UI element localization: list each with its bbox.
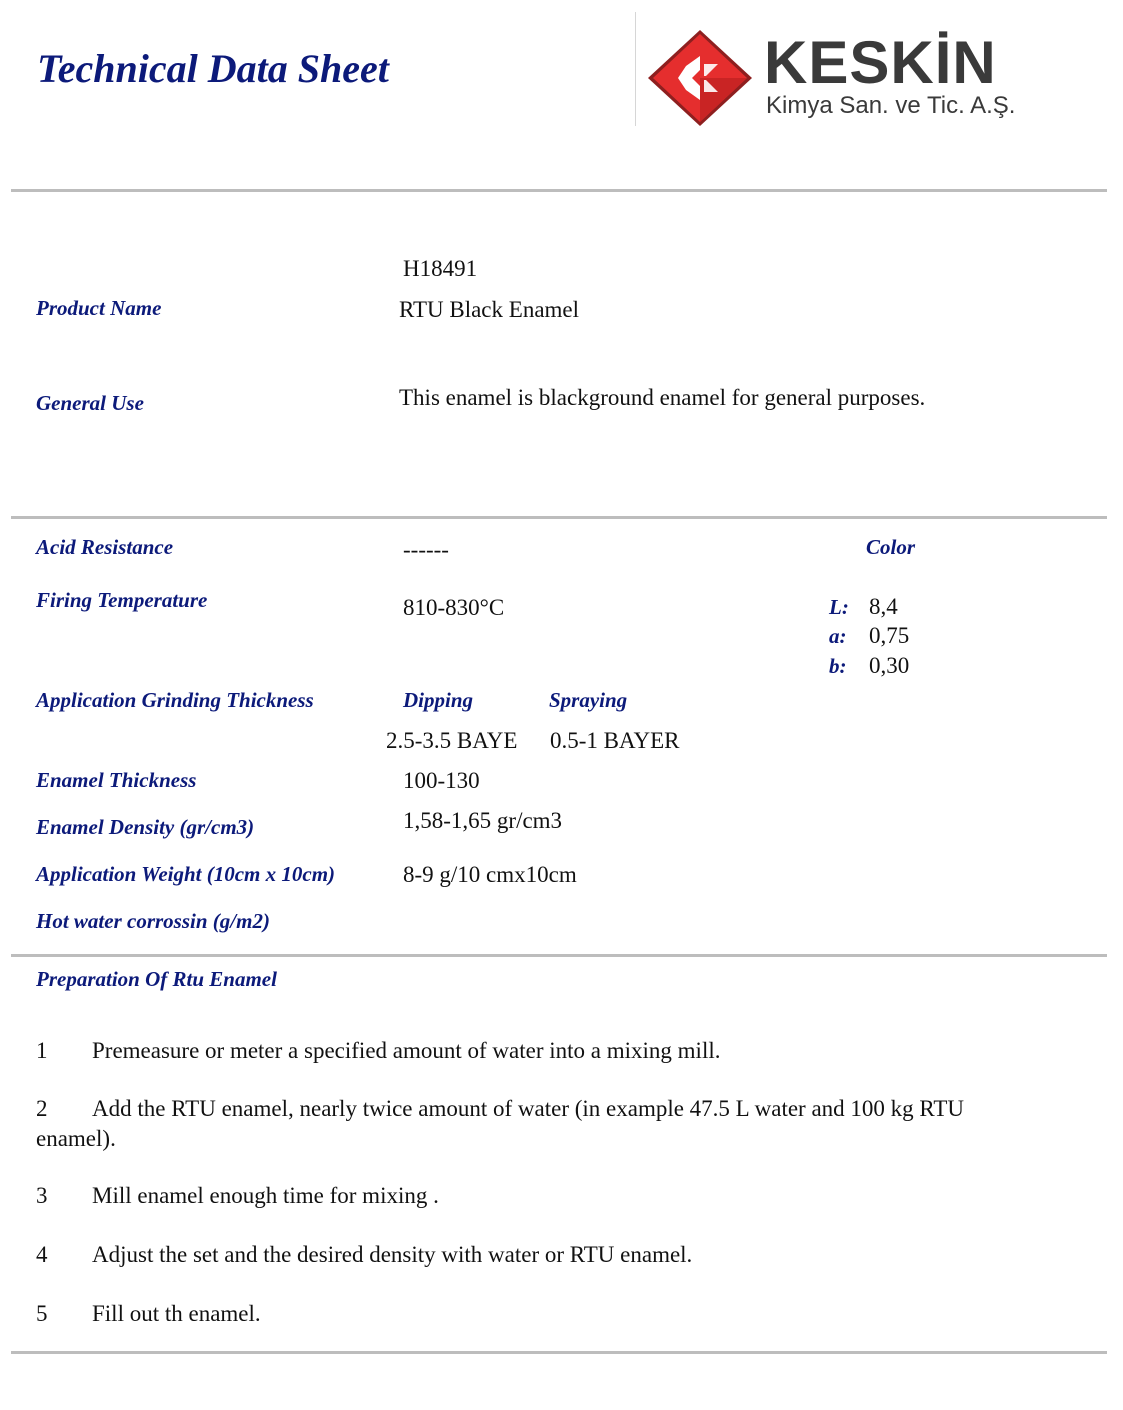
product-code: H18491 bbox=[403, 256, 478, 281]
hot-water-corrosion-label: Hot water corrossin (g/m2) bbox=[36, 909, 270, 933]
keskin-logo-mark bbox=[644, 26, 756, 130]
step-text: Mill enamel enough time for mixing . bbox=[92, 1183, 439, 1208]
step-number: 1 bbox=[36, 1038, 48, 1063]
step-text: Fill out th enamel. bbox=[92, 1301, 261, 1326]
step-number: 4 bbox=[36, 1242, 48, 1267]
divider-bottom bbox=[11, 1351, 1107, 1354]
product-name-value: RTU Black Enamel bbox=[399, 297, 580, 322]
acid-resistance-label: Acid Resistance bbox=[36, 535, 174, 559]
acid-resistance-value: ------ bbox=[403, 537, 449, 562]
logo-company-subtitle: Kimya San. ve Tic. A.Ş. bbox=[766, 92, 1016, 119]
step-number: 5 bbox=[36, 1301, 48, 1326]
color-a-label: a: bbox=[829, 624, 847, 648]
color-a-value: 0,75 bbox=[869, 623, 910, 648]
color-b-value: 0,30 bbox=[869, 653, 910, 678]
document-title: Technical Data Sheet bbox=[37, 46, 389, 91]
step-number: 3 bbox=[36, 1183, 48, 1208]
color-l-value: 8,4 bbox=[869, 594, 898, 619]
spraying-label: Spraying bbox=[549, 688, 628, 712]
color-heading: Color bbox=[866, 535, 916, 559]
dipping-label: Dipping bbox=[403, 688, 474, 712]
logo-company-name: KESKİN bbox=[764, 29, 997, 96]
application-weight-value: 8-9 g/10 cmx10cm bbox=[403, 862, 577, 887]
enamel-density-value: 1,58-1,65 gr/cm3 bbox=[403, 808, 563, 833]
step-text: Add the RTU enamel, nearly twice amount of water (in example 47.5 L water and 100 kg RTU enamel). bbox=[36, 1096, 965, 1151]
color-l-label: L: bbox=[829, 595, 849, 619]
step-number: 2 bbox=[36, 1096, 48, 1121]
spraying-value: 0.5-1 BAYER bbox=[550, 728, 680, 753]
enamel-density-label: Enamel Density (gr/cm3) bbox=[36, 815, 255, 839]
divider-lower bbox=[11, 954, 1107, 957]
enamel-thickness-label: Enamel Thickness bbox=[36, 768, 197, 792]
product-name-label: Product Name bbox=[36, 296, 162, 320]
general-use-label: General Use bbox=[36, 391, 144, 415]
application-weight-label: Application Weight (10cm x 10cm) bbox=[36, 862, 336, 886]
preparation-heading: Preparation Of Rtu Enamel bbox=[36, 967, 277, 991]
enamel-thickness-value: 100-130 bbox=[403, 768, 480, 793]
firing-temperature-label: Firing Temperature bbox=[36, 588, 208, 612]
divider-top bbox=[11, 189, 1107, 192]
dipping-value: 2.5-3.5 BAYE bbox=[386, 728, 518, 753]
step-text: Premeasure or meter a specified amount of water into a mixing mill. bbox=[92, 1038, 721, 1063]
firing-temperature-value: 810-830°C bbox=[403, 595, 505, 620]
color-b-label: b: bbox=[829, 654, 847, 678]
grinding-thickness-label: Application Grinding Thickness bbox=[36, 688, 314, 712]
general-use-value: This enamel is blackground enamel for general purposes. bbox=[399, 385, 926, 410]
divider-middle bbox=[11, 516, 1107, 519]
logo-divider bbox=[635, 12, 636, 126]
step-text: Adjust the set and the desired density with water or RTU enamel. bbox=[92, 1242, 693, 1267]
